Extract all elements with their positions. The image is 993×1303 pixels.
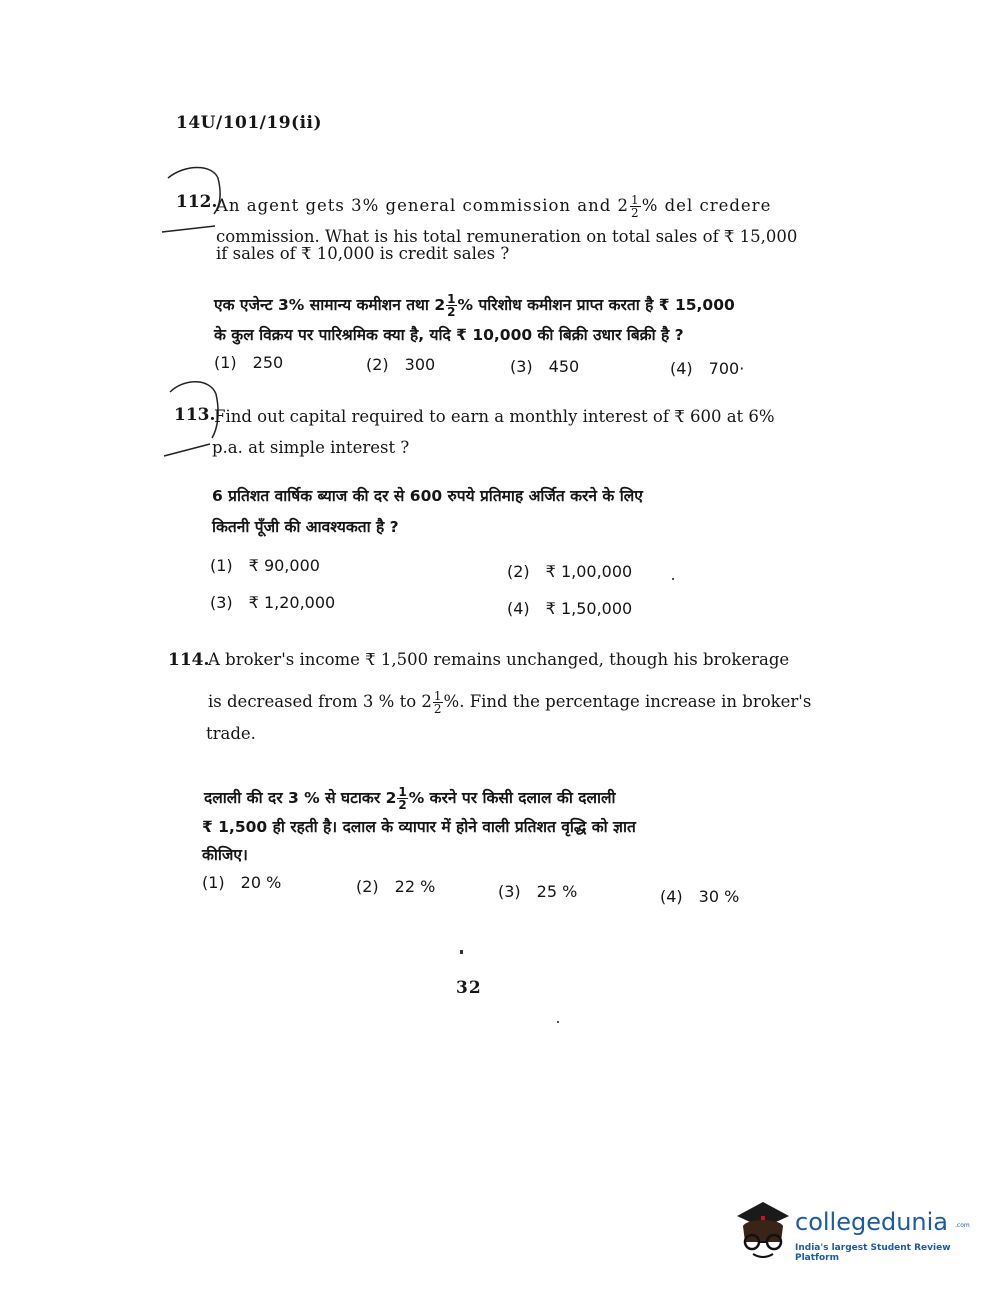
paper-code: 14U/101/19(ii) [176, 113, 323, 133]
option-1[interactable]: (1) ₹ 90,000 [210, 556, 320, 575]
question-text-hi: ₹ 1,500 ही रहती है। दलाल के व्यापार में होने वाली प्रतिशत वृद्धि को ज्ञात [202, 818, 636, 836]
question-text-hi: एक एजेन्ट 3% सामान्य कमीशन तथा 2 $\frac{1}{2}$ % परिशोध कमीशन प्राप्त करता है ₹ 15,000 [214, 292, 735, 319]
brand-domain: .com [955, 1222, 970, 1229]
option-1[interactable]: (1) 20 % [202, 873, 282, 892]
scan-speck [460, 950, 463, 954]
fraction-half: $\frac{1}{2}$ [398, 785, 407, 812]
question-text-en: Find out capital required to earn a monthly interest of ₹ 600 at 6% [214, 407, 775, 426]
question-number: 114. [168, 650, 210, 670]
scan-speck [557, 1021, 559, 1023]
option-2[interactable]: (2) 300 [366, 355, 436, 374]
option-2[interactable]: (2) ₹ 1,00,000 [507, 562, 633, 581]
question-text-en: if sales of ₹ 10,000 is credit sales ? [216, 244, 510, 263]
question-text-hi: कितनी पूँजी की आवश्यकता है ? [212, 518, 399, 536]
page-number: 32 [456, 978, 482, 998]
option-4[interactable]: (4) 700· [670, 359, 745, 378]
fraction-half: $\frac{1}{2}$ [631, 193, 640, 220]
question-text-hi: दलाली की दर 3 % से घटाकर 2 $\frac{1}{2}$ % करने पर किसी दलाल की दलाली [204, 785, 616, 812]
question-text-hi: 6 प्रतिशत वार्षिक ब्याज की दर से 600 रुपये प्रतिमाह अर्जित करने के लिए [212, 487, 643, 505]
option-1[interactable]: (1) 250 [214, 353, 284, 372]
option-3[interactable]: (3) 450 [510, 357, 580, 376]
brand-tagline: India's largest Student Review Platform [795, 1243, 951, 1263]
mascot-icon [733, 1196, 793, 1266]
option-2[interactable]: (2) 22 % [356, 877, 436, 896]
option-3[interactable]: (3) 25 % [498, 882, 578, 901]
question-text-en: An agent gets 3% general commission and 2 $\frac{1}{2}$ % del credere [216, 193, 772, 220]
question-text-hi: के कुल विक्रय पर पारिश्रमिक क्या है, यदि ₹ 10,000 की बिक्री उधार बिक्री है ? [214, 326, 684, 344]
question-number: 112. [176, 192, 218, 212]
question-text-en: is decreased from 3 % to 2 $\frac{1}{2}$ %. Find the percentage increase in broker's [208, 689, 812, 716]
question-text-hi: कीजिए। [202, 846, 248, 864]
question-text-en: trade. [206, 724, 256, 743]
question-number: 113. [174, 405, 216, 425]
fraction-half: $\frac{1}{2}$ [447, 292, 456, 319]
question-text-en: p.a. at simple interest ? [212, 438, 410, 457]
question-text-en: commission. What is his total remuneration on total sales of ₹ 15,000 [216, 227, 798, 246]
scan-speck [672, 578, 674, 580]
option-3[interactable]: (3) ₹ 1,20,000 [210, 593, 336, 612]
question-text-en: A broker's income ₹ 1,500 remains unchanged, though his brokerage [208, 650, 790, 669]
option-4[interactable]: (4) 30 % [660, 887, 740, 906]
brand-name: collegedunia [795, 1208, 949, 1236]
fraction-half: $\frac{1}{2}$ [433, 689, 442, 716]
option-4[interactable]: (4) ₹ 1,50,000 [507, 599, 633, 618]
